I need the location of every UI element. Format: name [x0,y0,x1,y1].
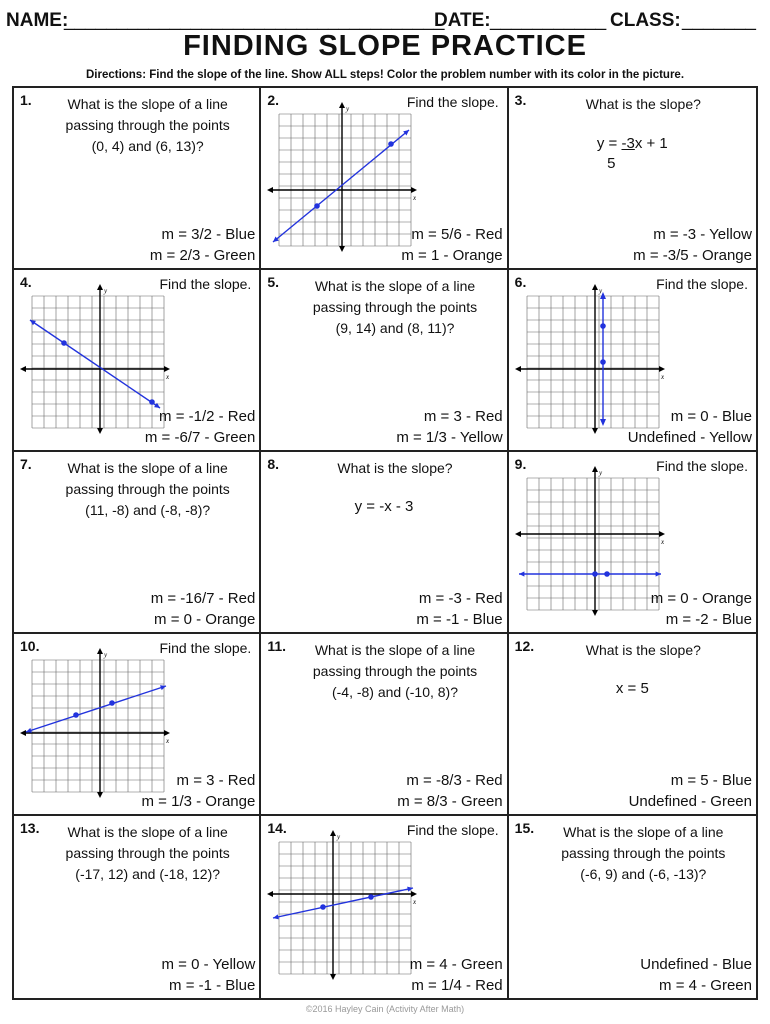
copyright-footer: ©2016 Hayley Cain (Activity After Math) [305,1004,465,1014]
page-title: FINDING SLOPE PRACTICE [183,30,587,62]
problem-9 [509,452,756,634]
question: What is the slope? [337,460,453,476]
plotted-point [604,571,610,577]
axis-arrow [97,648,103,654]
problem-number: 15. [514,820,535,836]
problem-6 [509,270,756,452]
question: What is the slope of a line passing through the points (-4, -8) and (-10, 8)? [312,642,478,700]
problem-11 [261,634,508,816]
problem-10 [14,634,261,816]
axis-arrow [592,428,598,434]
problem-8 [261,452,508,634]
axis-arrow [267,187,273,193]
y-axis-label: y [346,105,350,113]
line-arrow [26,728,32,733]
axis-arrow [164,730,170,736]
answer-choices: Undefined - Blue m = 4 - Green [640,956,752,994]
line-arrow [160,685,166,690]
problem-number: 6. [514,274,527,290]
axis-arrow [411,187,417,193]
instruction: Find the slope. [406,94,499,110]
name-field[interactable]: ____________________________________ [64,10,445,31]
problem-15 [509,816,756,998]
date-label: DATE: [434,10,491,31]
equation: x = 5 [615,680,649,697]
problem-5 [261,270,508,452]
coordinate-graph [267,830,417,980]
axis-arrow [20,366,26,372]
answer-choices: m = 5 - Blue Undefined - Green [628,772,752,810]
date-field[interactable]: ___________ [490,10,607,31]
x-axis-label: x [660,373,664,381]
question: What is the slope? [585,96,701,112]
axis-arrow [592,284,598,290]
problem-number: 4. [20,274,32,290]
instruction: Find the slope. [159,640,252,656]
axis-arrow [164,366,170,372]
problem-4 [14,270,261,452]
question: What is the slope of a line passing through the points (9, 14) and (8, 11)? [312,278,478,336]
axis-arrow [659,531,665,537]
line-arrow [600,419,606,426]
line-arrow [655,571,660,576]
y-axis-label: y [104,287,108,295]
x-axis-label: x [413,194,417,202]
answer-choices: m = 0 - Orange m = -2 - Blue [650,590,752,628]
line-arrow [273,914,279,919]
graph-line [26,686,166,732]
axis-arrow [515,366,521,372]
y-axis-label: y [104,651,108,659]
axis-arrow [592,610,598,616]
instruction: Find the slope. [159,276,252,292]
answer-choices: m = -8/3 - Red m = 8/3 - Green [397,772,503,810]
x-axis-label: x [413,898,417,906]
problem-number: 10. [20,638,40,654]
problem-number: 11. [267,638,287,654]
answer-choices: m = 3 - Red m = 1/3 - Yellow [396,408,503,446]
problem-3 [509,88,756,270]
answer-choices: m = 0 - Blue Undefined - Yellow [627,408,752,446]
problem-2 [261,88,508,270]
axis-arrow [592,466,598,472]
line-arrow [407,887,413,892]
directions: Directions: Find the slope of the line. Show ALL steps! Color the problem number with its color in the picture. [85,69,685,81]
axis-arrow [97,792,103,798]
x-axis-label: x [166,373,170,381]
answer-choices: m = -3 - Yellow m = -3/5 - Orange [633,226,752,264]
y-axis-label: y [598,287,602,295]
plotted-point [61,340,67,346]
question: What is the slope of a line passing through the points (0, 4) and (6, 13)? [65,96,230,154]
problem-number: 13. [20,820,40,836]
problem-12 [509,634,756,816]
name-label: NAME: [6,10,69,31]
problem-7 [14,452,261,634]
equation: y = -3x + 1 5 [596,135,668,172]
axis-arrow [97,428,103,434]
axis-arrow [411,891,417,897]
graph-line [30,320,160,408]
class-field[interactable]: _______ [682,10,756,31]
plotted-point [592,571,598,577]
equation: y = -x - 3 [354,498,414,515]
axis-arrow [330,974,336,980]
problem-13 [14,816,261,998]
answer-choices: m = -16/7 - Red m = 0 - Orange [150,590,256,628]
answer-choices: m = 3/2 - Blue m = 2/3 - Green [149,226,256,264]
problem-number: 8. [267,456,280,472]
instruction: Find the slope. [406,822,499,838]
x-axis-label: x [166,737,170,745]
x-axis-label: x [660,538,664,546]
problem-number: 5. [267,274,280,290]
axis-arrow [339,102,345,108]
answer-choices: m = 3 - Red m = 1/3 - Orange [141,772,256,810]
problem-number: 9. [514,456,527,472]
answer-choices: m = 0 - Yellow m = -1 - Blue [161,956,256,994]
answer-choices: m = 5/6 - Red m = 1 - Orange [401,226,503,264]
coordinate-graph [515,466,665,616]
problem-number: 12. [514,638,535,654]
axis-arrow [267,891,273,897]
problem-14 [261,816,508,998]
answer-choices: m = -3 - Red m = -1 - Blue [416,590,503,628]
instruction: Find the slope. [656,458,748,474]
class-label: CLASS: [610,10,681,31]
plotted-point [600,359,606,365]
axis-arrow [339,246,345,252]
plotted-point [109,700,115,706]
question: What is the slope of a line passing through the points (-17, 12) and (-18, 12)? [65,824,230,882]
plotted-point [369,894,375,900]
axis-arrow [515,531,521,537]
y-axis-label: y [598,469,602,477]
question: What is the slope? [585,642,701,658]
problem-1 [14,88,261,270]
plotted-point [315,203,321,209]
plotted-point [149,399,155,405]
problem-number: 14. [267,820,287,836]
graph-line [273,888,413,918]
problem-grid [12,86,758,1000]
plotted-point [73,712,79,718]
plotted-point [600,323,606,329]
line-arrow [519,571,524,576]
problem-number: 2. [267,92,280,108]
answer-choices: m = 4 - Green m = 1/4 - Red [409,956,503,994]
plotted-point [389,141,395,147]
coordinate-graph [267,102,417,252]
instruction: Find the slope. [656,276,748,292]
axis-arrow [659,366,665,372]
answer-choices: m = -1/2 - Red m = -6/7 - Green [144,408,256,446]
axis-arrow [97,284,103,290]
question: What is the slope of a line passing through the points (-6, 9) and (-6, -13)? [561,824,726,882]
problem-number: 7. [20,456,32,472]
problem-number: 3. [514,92,527,108]
plotted-point [321,904,327,910]
y-axis-label: y [337,833,341,841]
axis-arrow [20,730,26,736]
axis-arrow [330,830,336,836]
problem-number: 1. [20,92,32,108]
question: What is the slope of a line passing through the points (11, -8) and (-8, -8)? [65,460,230,518]
